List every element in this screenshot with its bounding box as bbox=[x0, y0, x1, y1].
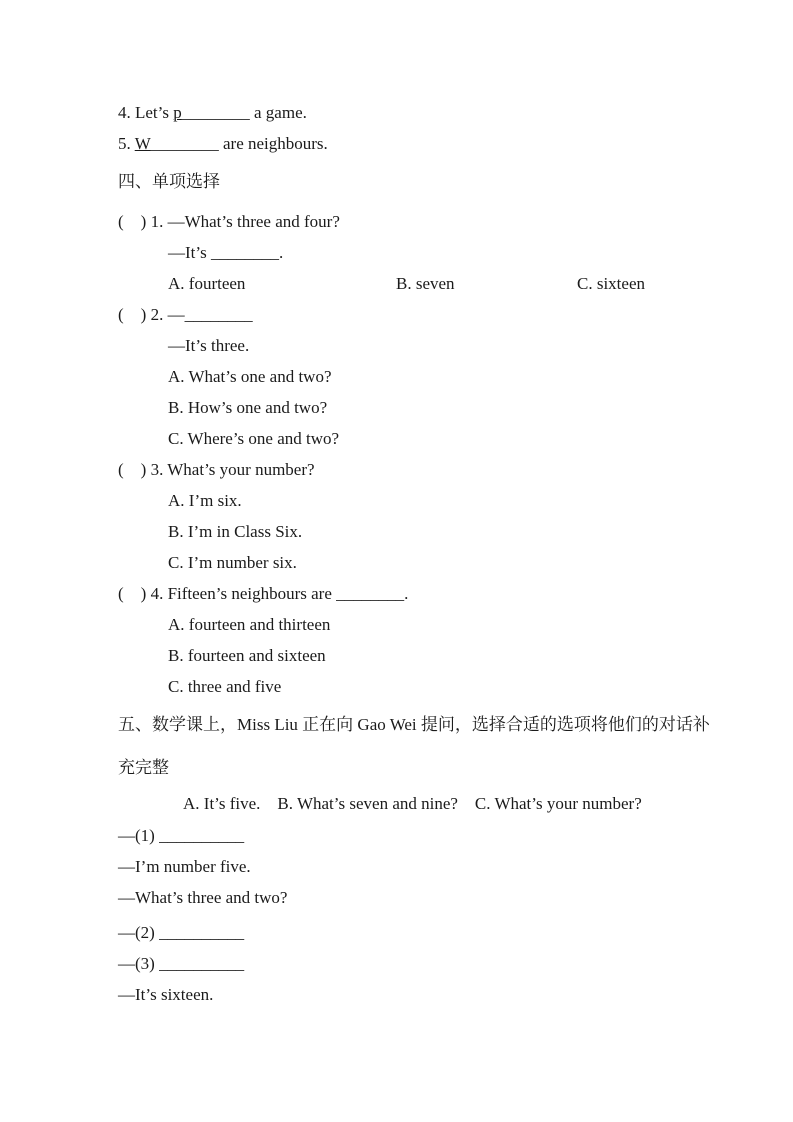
text-segment: —(3) __________ bbox=[118, 954, 245, 973]
dialog-line-its-sixteen bbox=[118, 979, 753, 1010]
text-segment: —It’s sixteen. bbox=[118, 985, 214, 1004]
worksheet-lines bbox=[118, 97, 753, 1010]
mc-question-1-answer-line bbox=[118, 237, 753, 268]
dialog-blank-2 bbox=[118, 917, 753, 948]
text-segment: —It’s ________. bbox=[168, 243, 284, 262]
option-column-2: C. sixteen bbox=[577, 274, 645, 293]
text-segment: —What’s three and two? bbox=[118, 888, 288, 907]
mc-question-2-option-c bbox=[118, 423, 753, 454]
text-segment: 四、单项选择 bbox=[118, 172, 220, 191]
mc-question-4-option-c bbox=[118, 671, 753, 702]
mc-question-2 bbox=[118, 299, 753, 330]
mc-question-3 bbox=[118, 454, 753, 485]
fill-blank-item-4 bbox=[118, 97, 753, 128]
mc-question-2-option-a bbox=[118, 361, 753, 392]
text-segment: ( ) 4. Fifteen’s neighbours are ________. bbox=[118, 584, 409, 603]
mc-question-4-option-b bbox=[118, 640, 753, 671]
option-column-0: A. fourteen bbox=[168, 274, 246, 293]
text-segment: C. three and five bbox=[168, 677, 282, 696]
section-4-heading bbox=[118, 166, 753, 197]
text-segment: 充完整 bbox=[118, 758, 169, 777]
dialog-line-whats-three-and-two bbox=[118, 882, 753, 913]
mc-question-3-option-a bbox=[118, 485, 753, 516]
text-segment: C. Where’s one and two? bbox=[168, 429, 340, 448]
section-5-word-bank bbox=[118, 788, 753, 819]
option-column-1: B. seven bbox=[396, 274, 455, 293]
dialog-blank-3 bbox=[118, 948, 753, 979]
text-segment: A. What’s one and two? bbox=[168, 367, 332, 386]
text-segment: ( ) 1. —What’s three and four? bbox=[118, 212, 340, 231]
dialog-line-im-number-five bbox=[118, 851, 753, 882]
text-segment: 5. bbox=[118, 134, 135, 153]
text-segment: 4. Let’s bbox=[118, 103, 174, 122]
blank-lead-letter: p bbox=[173, 103, 182, 122]
text-segment: —(2) __________ bbox=[118, 923, 245, 942]
mc-question-2-option-b bbox=[118, 392, 753, 423]
text-segment: —It’s three. bbox=[168, 336, 250, 355]
text-segment: C. I’m number six. bbox=[168, 553, 297, 572]
text-segment: B. fourteen and sixteen bbox=[168, 646, 326, 665]
section-5-heading-line-1 bbox=[118, 709, 753, 740]
mc-question-4-option-a bbox=[118, 609, 753, 640]
mc-question-3-option-c bbox=[118, 547, 753, 578]
text-segment: A. I’m six. bbox=[168, 491, 242, 510]
mc-question-1-options bbox=[118, 268, 753, 299]
text-segment: ________ a game. bbox=[181, 103, 307, 122]
dialog-blank-1 bbox=[118, 820, 753, 851]
text-segment: A. It’s five. B. What’s seven and nine? C. What’s your number? bbox=[183, 794, 642, 813]
section-5-heading-line-2 bbox=[118, 752, 753, 783]
text-segment: 五、数学课上，Miss Liu 正在向 Gao Wei 提问，选择合适的选项将他们的对话补 bbox=[118, 715, 710, 734]
mc-question-2-answer-line bbox=[118, 330, 753, 361]
blank-lead-letter: W bbox=[134, 134, 151, 153]
mc-question-3-option-b bbox=[118, 516, 753, 547]
text-segment: ( ) 2. —________ bbox=[118, 305, 253, 324]
text-segment: ________ are neighbours. bbox=[150, 134, 328, 153]
text-segment: A. fourteen and thirteen bbox=[168, 615, 331, 634]
text-segment: B. How’s one and two? bbox=[168, 398, 328, 417]
text-segment: B. I’m in Class Six. bbox=[168, 522, 303, 541]
text-segment: —(1) __________ bbox=[118, 826, 245, 845]
fill-blank-item-5 bbox=[118, 128, 753, 159]
mc-question-1 bbox=[118, 206, 753, 237]
mc-question-4 bbox=[118, 578, 753, 609]
text-segment: ( ) 3. What’s your number? bbox=[118, 460, 315, 479]
text-segment: —I’m number five. bbox=[118, 857, 251, 876]
